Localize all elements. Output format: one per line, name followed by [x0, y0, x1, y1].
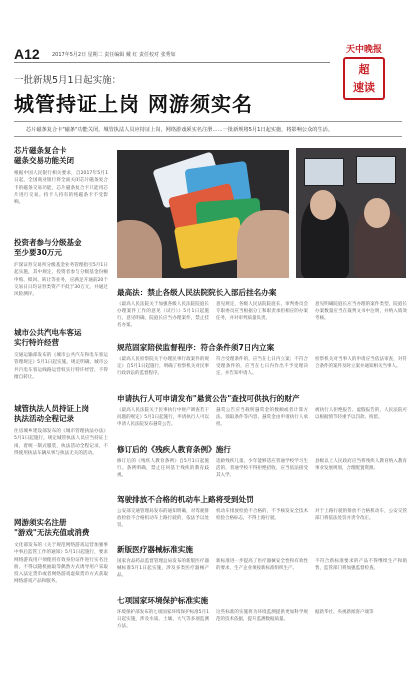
left-item-body: 交通运输部发布的《城市公共汽车和电车客运管理规定》5月1日起实施。规定明确，城市公共汽电车客运线路运营权实行特许经营，不得擅自转让。 — [14, 353, 108, 380]
news-section — [117, 393, 407, 428]
left-item-body: 沪深证券交易所分级基金业务管理指引5月1日起实施，其中规定，投资者参与分级基金份额申购、赎回、转让等业务，应满足开通前20个交易日日均证券类资产不低于30万元，并通过风险测评。 — [14, 263, 108, 298]
section-title: 新版医疗器械标准实施 — [117, 545, 193, 554]
section-text: 对于上路行驶的排放不合格机动车，公安交管部门将依法处罚并责令改正。 — [315, 509, 407, 522]
section-text: 国家食品药品监督管理总局发布的新版医疗器械标准5月1日起实施，涉及多类医疗器械产品。 — [117, 559, 209, 579]
section-title: 申请执行人可申请发布"悬赏公告"查找可供执行的财产 — [117, 394, 300, 403]
section-text: 意见明确院庭长应当办理的案件类型，院庭长办案数量应当在裁判文书中注明，并纳入绩效考核。 — [315, 302, 407, 322]
left-item — [14, 328, 108, 381]
newspaper-logo: 天中晚报 — [345, 45, 382, 55]
section-text: 机动车排放检验不合格的，不予核发安全技术检验合格标志，不得上路行驶。 — [216, 509, 308, 522]
section-title: 修订后的《残疾人教育条例》施行 — [117, 445, 231, 454]
header-rule — [14, 62, 330, 63]
page-number: A12 — [14, 46, 40, 62]
section-text: 被执行人拒绝报告、虚假报告的，人民法院可以根据情节轻重予以罚款、拘留。 — [315, 408, 407, 421]
section-text: 检察机关对当事人的申请应当依法审查，对符合条件的案件及时立案并通知相关当事人。 — [315, 357, 407, 370]
left-item — [14, 518, 108, 586]
news-section — [117, 544, 407, 579]
left-item-body: 住房城乡建设部发布的《城市管理执法办法》5月1日起施行。规定城管执法人员应当持证上岗，着统一制式服装，执法活动全程记录，不得使用执法车辆从事与执法无关的活动。 — [14, 429, 108, 456]
bank-cards-photo — [117, 150, 289, 278]
section-text: 《最高人民法院关于加强各级人民法院院庭长办理案件工作的意见（试行）》5月1日起施行。意见明确，院庭长应当办理案件，禁止挂名办案。 — [117, 302, 209, 329]
left-item-title: 芯片磁条复合卡 磁条交易功能关闭 — [14, 146, 74, 165]
section-text: 不符合新标准要求的产品不得继续生产和销售，监管部门将加强监督检查。 — [315, 559, 407, 572]
section-text: 适龄残疾儿童、少年能够适应普通学校学习生活的，普通学校不得拒绝招收，应当依法接受其入学。 — [216, 459, 308, 479]
left-item-body: 文化部发布的《关于规范网络游戏运营加强事中事后监管工作的通知》5月1日起施行，要求网络游戏用户须使用有效身份证件进行实名注册。不得以随机抽取等偶然方式诱导用户采取投入法定货币或者网络游戏虚拟货币方式获取网络游戏产品和服务。 — [14, 543, 108, 585]
section-badge-line1: 超 — [358, 63, 370, 76]
left-item-title: 投资者参与分级基金 至少要30万元 — [14, 238, 82, 257]
left-item-title: 城市公共汽电车客运 实行特许经营 — [14, 328, 82, 347]
article-headline: 城管持证上岗 网游须实名 — [14, 92, 253, 116]
header-meta: 2017年5月2日 星期二 责任编辑 戴 红 责任校对 张秀如 — [52, 52, 176, 58]
section-text: 这些标准的实施将为环境监测提供更加科学规范的技术依据，提升监测数据质量。 — [216, 610, 308, 623]
left-item-title: 城管执法人员持证上岗 执法活动全程记录 — [14, 404, 89, 423]
news-section — [117, 342, 407, 377]
news-section — [117, 595, 407, 630]
section-text: 意见规定，各级人民法院院庭长、审判委员会专职委员应当根据分工和职责承担相应的办案任务，并对审判质量负责。 — [216, 302, 308, 322]
section-title: 规范固家陪侯监督程序：符合条件须7日内立案 — [117, 343, 275, 352]
news-section — [117, 444, 407, 479]
section-text: 据新华社、央视新闻客户端等 — [315, 610, 374, 615]
section-text: 县级以上人民政府应当将残疾人教育纳入教育事业发展规划，合理配置资源。 — [315, 459, 407, 472]
section-text: 悬赏公告应当载明悬赏金的数额或者计算方法、领取条件等内容，悬赏金由申请执行人承担。 — [216, 408, 308, 428]
section-text: 公安部交通管理局发布的通知明确，对驾驶排放检验不合格机动车上路行驶的，依法予以处罚。 — [117, 509, 209, 529]
internet-cafe-photo — [296, 148, 406, 278]
section-badge-line2: 速读 — [353, 81, 375, 94]
news-section — [117, 287, 407, 329]
section-text: 环境保护部发布的七项国家环境保护标准5月1日起实施，涉及水质、土壤、大气等多项监测方法。 — [117, 610, 209, 630]
left-item — [14, 146, 108, 206]
left-item-title: 网游须实名注册 "游戏"无法充值或消费 — [14, 518, 90, 537]
news-section — [117, 494, 407, 529]
section-text: 《最高人民法院关于民事执行中财产调查若干问题的规定》5月1日起施行，申请执行人可以申请人民法院发布悬赏公告。 — [117, 408, 209, 428]
article-subtitle: 一批新规5月1日起实施： — [14, 75, 122, 86]
article-intro: 芯片磁条复合卡"磁条"功能关闭，城管执法人员应持证上岗，网络游戏须实名注册……一批新规将5月1日起实施，将影响公众的生活。 — [14, 121, 402, 137]
section-text: 新标准进一步提高了医疗器械安全性和有效性的要求，生产企业须按新标准组织生产。 — [216, 559, 308, 572]
section-badge — [343, 57, 385, 100]
section-title: 最高法：禁止各级人民法院院长入部后挂名办案 — [117, 288, 277, 297]
left-item — [14, 238, 108, 298]
section-title: 驾驶排放不合格的机动车上路将受到处罚 — [117, 495, 254, 504]
section-title: 七项国家环境保护标准实施 — [117, 596, 209, 605]
section-text: 符合受理条件的，应当在七日内立案；不符合受理条件的，应当在七日内作出不予受理决定，并告知申请人。 — [216, 357, 308, 377]
section-text: 《最高人民检察院关于办理民事行政案件的规定》自5月1日起施行，明确了检察机关对民事行政诉讼的监督程序。 — [117, 357, 209, 377]
left-item — [14, 404, 108, 457]
section-text: 修订后的《残疾人教育条例》自5月1日起施行。条例明确，禁止任何基于残疾的教育歧视。 — [117, 459, 209, 479]
left-item-body: 根据中国人民银行相关要求，自2017年5月1日起，全国商业银行将全面关闭芯片磁条复合卡的磁条交易功能，芯片磁条复合卡只能用芯片进行交易。持卡人持有的纯磁条卡不受影响。 — [14, 171, 108, 206]
